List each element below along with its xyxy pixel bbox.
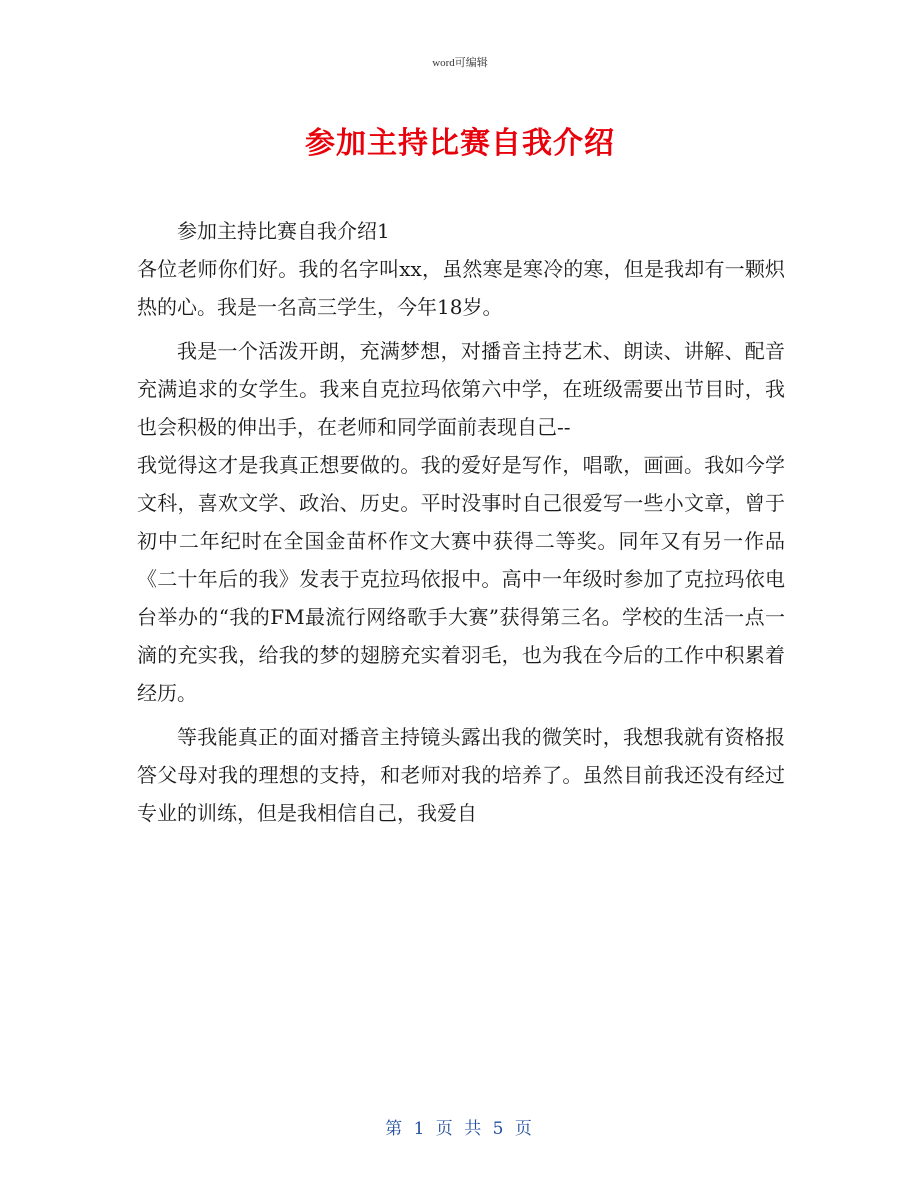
document-title: 参加主持比赛自我介绍 (305, 126, 615, 161)
paragraph: 等我能真正的面对播音主持镜头露出我的微笑时，我想我就有资格报答父母对我的理想的支持，和老师对我的培养了。虽然目前我还没有经过专业的训练，但是我相信自己，我爱自 (137, 725, 785, 825)
paragraph: 我觉得这才是我真正想要做的。我的爱好是写作，唱歌，画画。我如今学文科，喜欢文学、政治、历史。平时没事时自己很爱写一些小文章，曾于初中二年纪时在全国金苗杯作文大赛中获得二等奖。同年又有另一作品《二十年后的我》发表于克拉玛依报中。高中一年级时参加了克拉玛依电台举办的“我的FM最流行网络歌手大赛”获得第三名。学校的生活一点一滴的充实我，给我的梦的翅膀充实着羽毛，也为我在今后的工作中积累着经历。 (137, 453, 785, 705)
document-body (137, 212, 785, 832)
paragraph: 我是一个活泼开朗，充满梦想，对播音主持艺术、朗读、讲解、配音充满追求的女学生。我来自克拉玛依第六中学，在班级需要出节目时，我也会积极的伸出手，在老师和同学面前表现自己-- (137, 339, 785, 439)
paragraph: 各位老师你们好。我的名字叫xx，虽然寒是寒冷的寒，但是我却有一颗炽热的心。我是一名高三学生，今年18岁。 (137, 257, 785, 319)
page-number: 第 1 页 共 5 页 (385, 1119, 535, 1139)
header-note: word可编辑 (432, 57, 488, 69)
section-heading: 参加主持比赛自我介绍1 (177, 219, 390, 243)
